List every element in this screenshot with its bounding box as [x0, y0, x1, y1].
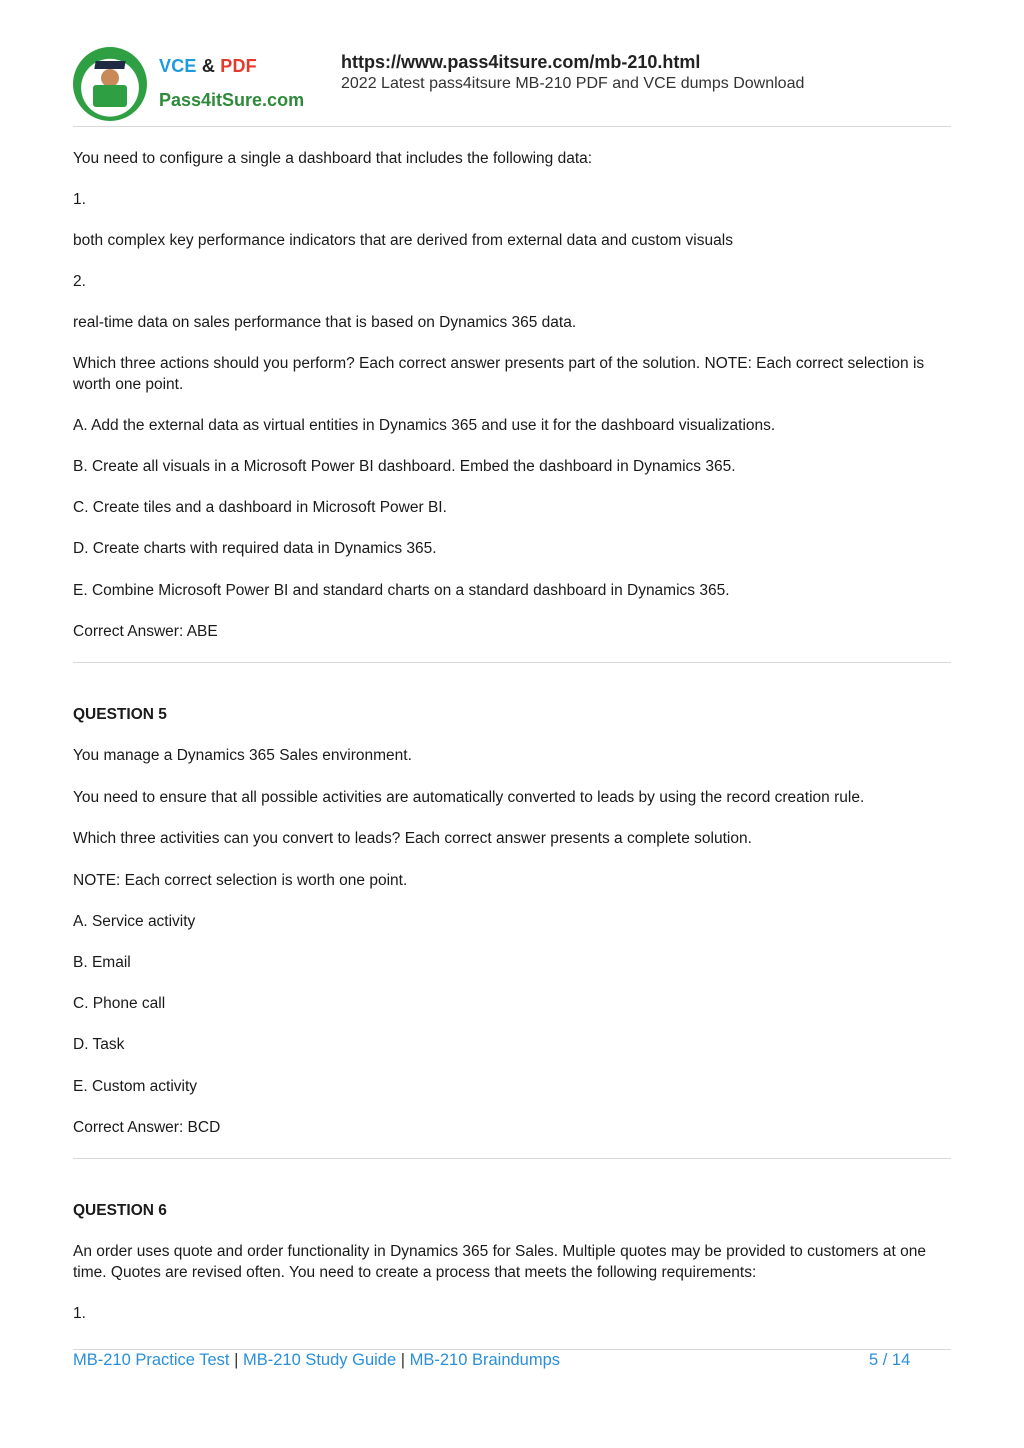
q4-option-d: D. Create charts with required data in Dynamics 365.	[73, 540, 437, 557]
logo-site-name: Pass4itSure.com	[159, 90, 305, 110]
header-subtitle: 2022 Latest pass4itsure MB-210 PDF and VCE dumps Download	[341, 75, 805, 92]
site-logo[interactable]	[73, 44, 318, 124]
q6-item1-number: 1.	[73, 1305, 86, 1322]
q5-line3: Which three activities can you convert to leads? Each correct answer presents a complete solution.	[73, 830, 752, 847]
page-header	[73, 44, 951, 126]
q4-option-b: B. Create all visuals in a Microsoft Power BI dashboard. Embed the dashboard in Dynamics 365.	[73, 458, 736, 475]
footer-links	[73, 1351, 560, 1370]
footer-link-braindumps[interactable]: MB-210 Braindumps	[409, 1351, 561, 1369]
q4-option-c: C. Create tiles and a dashboard in Microsoft Power BI.	[73, 499, 447, 516]
q5-option-c: C. Phone call	[73, 995, 166, 1012]
logo-amp: &	[201, 56, 216, 76]
q5-option-a: A. Service activity	[73, 913, 196, 930]
q4-item1-text: both complex key performance indicators that are derived from external data and custom visuals	[73, 232, 733, 249]
q5-line4: NOTE: Each correct selection is worth one point.	[73, 872, 408, 889]
footer-divider	[73, 1349, 951, 1350]
q5-option-d: D. Task	[73, 1036, 125, 1053]
footer-link-study-guide[interactable]: MB-210 Study Guide	[242, 1351, 397, 1369]
q5-correct-answer: Correct Answer: BCD	[73, 1119, 221, 1136]
laptop-icon	[93, 85, 127, 107]
logo-pdf: PDF	[220, 56, 257, 76]
footer-separator: |	[396, 1351, 410, 1369]
q4-correct-answer: Correct Answer: ABE	[73, 623, 218, 640]
q5-title: QUESTION 5	[73, 706, 167, 723]
q4-option-e: E. Combine Microsoft Power BI and standard charts on a standard dashboard in Dynamics 365.	[73, 582, 730, 599]
q4-item2-number: 2.	[73, 273, 86, 290]
q5-line1: You manage a Dynamics 365 Sales environment.	[73, 747, 412, 764]
q6-title: QUESTION 6	[73, 1202, 167, 1219]
header-divider	[73, 126, 951, 127]
q5-line2: You need to ensure that all possible activities are automatically converted to leads by using the record creation rule.	[73, 789, 865, 806]
footer-link-practice-test[interactable]: MB-210 Practice Test	[73, 1351, 230, 1369]
q5-option-b: B. Email	[73, 954, 131, 971]
q6-text: An order uses quote and order functionality in Dynamics 365 for Sales. Multiple quotes may be provided to customers at one time. Quotes are revised often. You need to create a process that meets the following requirements:	[73, 1243, 926, 1281]
q4-divider	[73, 662, 951, 663]
footer-separator: |	[229, 1351, 243, 1369]
q4-intro: You need to configure a single a dashboard that includes the following data:	[73, 150, 593, 167]
logo-vce: VCE	[159, 56, 197, 76]
header-url[interactable]: https://www.pass4itsure.com/mb-210.html	[341, 52, 701, 72]
q5-option-e: E. Custom activity	[73, 1078, 198, 1095]
graduation-cap-icon	[94, 61, 125, 69]
q5-divider	[73, 1158, 951, 1159]
q4-item2-text: real-time data on sales performance that is based on Dynamics 365 data.	[73, 314, 577, 331]
page-number: 5 / 14	[869, 1351, 911, 1369]
logo-badge-icon	[73, 47, 147, 121]
q4-option-a: A. Add the external data as virtual entities in Dynamics 365 and use it for the dashboard visualizations.	[73, 417, 776, 434]
q4-item1-number: 1.	[73, 191, 86, 208]
logo-brand-line	[159, 56, 257, 77]
q4-prompt: Which three actions should you perform? Each correct answer presents part of the solution. NOTE: Each correct selection is worth one point.	[73, 355, 925, 393]
